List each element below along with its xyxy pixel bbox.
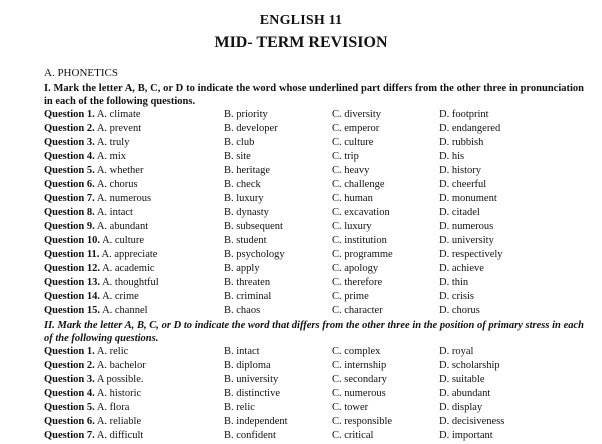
option-b: B. confident <box>224 430 276 441</box>
question-row <box>44 108 594 122</box>
question-number-with-option-a <box>44 220 148 234</box>
option-d: D. rubbish <box>439 137 484 148</box>
option-a: A. truly <box>96 137 130 148</box>
option-c: C. complex <box>332 346 381 357</box>
option-c: C. numerous <box>332 388 386 399</box>
option-b: B. criminal <box>224 291 272 302</box>
question-row <box>44 387 594 401</box>
option-b: B. intact <box>224 346 260 357</box>
question-row <box>44 164 594 178</box>
question-label: Question 12. <box>44 263 101 274</box>
question-row <box>44 136 594 150</box>
question-label: Question 1. <box>44 346 95 357</box>
option-d: D. abundant <box>439 388 491 399</box>
option-a: A. whether <box>96 165 144 176</box>
question-number-with-option-a <box>44 234 144 248</box>
option-c: C. prime <box>332 291 369 302</box>
document-title: ENGLISH 11 <box>259 13 343 28</box>
question-number-with-option-a <box>44 387 141 401</box>
question-number-with-option-a <box>44 345 128 359</box>
option-b: B. student <box>224 235 267 246</box>
option-c: C. luxury <box>332 221 372 232</box>
question-row <box>44 150 594 164</box>
question-row <box>44 262 594 276</box>
question-label: Question 6. <box>44 416 95 427</box>
option-c: C. programme <box>332 249 393 260</box>
option-d: D. history <box>439 165 481 176</box>
question-label: Question 3. <box>44 137 95 148</box>
option-a: A. channel <box>102 305 148 316</box>
question-number-with-option-a <box>44 108 141 122</box>
option-c: C. internship <box>332 360 387 371</box>
question-label: Question 9. <box>44 221 95 232</box>
option-a: A. thoughtful <box>102 277 159 288</box>
option-d: D. royal <box>439 346 474 357</box>
option-c: C. tower <box>332 402 369 413</box>
option-b: B. university <box>224 374 279 385</box>
question-number-with-option-a <box>44 359 146 373</box>
option-d: D. scholarship <box>439 360 500 371</box>
question-number-with-option-a <box>44 262 155 276</box>
option-b: B. chaos <box>224 305 261 316</box>
option-b: B. luxury <box>224 193 264 204</box>
question-number-with-option-a <box>44 178 138 192</box>
option-a: A possible. <box>96 374 144 385</box>
option-b: B. relic <box>224 402 255 413</box>
option-b: B. heritage <box>224 165 271 176</box>
option-a: A. intact <box>96 207 133 218</box>
question-label: Question 4. <box>44 151 95 162</box>
question-number-with-option-a <box>44 248 157 262</box>
option-b: B. club <box>224 137 255 148</box>
question-label: Question 4. <box>44 388 95 399</box>
question-number-with-option-a <box>44 192 151 206</box>
option-d: D. endangered <box>439 123 501 134</box>
question-label: Question 2. <box>44 360 95 371</box>
option-d: D. his <box>439 151 465 162</box>
question-row <box>44 220 594 234</box>
option-a: A. abundant <box>96 221 149 232</box>
question-label: Question 7. <box>44 430 95 441</box>
document-subtitle: MID- TERM REVISION <box>214 34 388 51</box>
question-row <box>44 345 594 359</box>
question-row <box>44 234 594 248</box>
option-c: C. emperor <box>332 123 380 134</box>
option-d: D. university <box>439 235 494 246</box>
option-a: A. chorus <box>96 179 138 190</box>
question-number-with-option-a <box>44 122 141 136</box>
question-label: Question 7. <box>44 193 95 204</box>
option-b: B. dynasty <box>224 207 269 218</box>
question-number-with-option-a <box>44 150 126 164</box>
question-label: Question 8. <box>44 207 95 218</box>
option-d: D. citadel <box>439 207 480 218</box>
question-row <box>44 415 594 429</box>
question-row <box>44 206 594 220</box>
option-b: B. priority <box>224 109 268 120</box>
option-a: A. reliable <box>96 416 142 427</box>
question-row <box>44 276 594 290</box>
question-label: Question 15. <box>44 305 101 316</box>
option-d: D. numerous <box>439 221 494 232</box>
pronunciation-instruction: I. Mark the letter A, B, C, or D to indicate the word whose underlined part differs from the other three in pronunciation in each of the following questions. <box>44 83 584 107</box>
option-b: B. threaten <box>224 277 271 288</box>
question-row <box>44 359 594 373</box>
question-row <box>44 429 594 443</box>
question-label: Question 11. <box>44 249 100 260</box>
option-c: C. character <box>332 305 383 316</box>
option-d: D. achieve <box>439 263 484 274</box>
option-a: A. appreciate <box>101 249 158 260</box>
option-b: B. site <box>224 151 251 162</box>
option-b: B. apply <box>224 263 260 274</box>
option-a: A. academic <box>102 263 155 274</box>
option-d: D. cheerful <box>439 179 487 190</box>
option-a: A. bachelor <box>96 360 146 371</box>
question-label: Question 3. <box>44 374 95 385</box>
option-d: D. thin <box>439 277 469 288</box>
stress-instruction: II. Mark the letter A, B, C, or D to indicate the word that differs from the other three in the position of primary stress in each of the following questions. <box>44 320 584 344</box>
option-b: B. psychology <box>224 249 285 260</box>
option-d: D. display <box>439 402 483 413</box>
option-a: A. historic <box>96 388 142 399</box>
option-b: B. check <box>224 179 261 190</box>
option-c: C. apology <box>332 263 379 274</box>
option-a: A. mix <box>96 151 126 162</box>
option-c: C. responsible <box>332 416 393 427</box>
question-label: Question 2. <box>44 123 95 134</box>
question-label: Question 10. <box>44 235 101 246</box>
option-c: C. therefore <box>332 277 383 288</box>
question-label: Question 14. <box>44 291 101 302</box>
question-label: Question 5. <box>44 402 95 413</box>
option-b: B. developer <box>224 123 278 134</box>
option-a: A. prevent <box>96 123 142 134</box>
option-d: D. decisiveness <box>439 416 505 427</box>
option-c: C. critical <box>332 430 374 441</box>
option-c: C. human <box>332 193 373 204</box>
question-number-with-option-a <box>44 304 148 318</box>
option-d: D. monument <box>439 193 497 204</box>
option-c: C. excavation <box>332 207 390 218</box>
question-label: Question 6. <box>44 179 95 190</box>
option-d: D. chorus <box>439 305 480 316</box>
option-a: A. crime <box>102 291 139 302</box>
option-b: B. diploma <box>224 360 271 371</box>
option-d: D. important <box>439 430 493 441</box>
option-c: C. heavy <box>332 165 370 176</box>
option-a: A. climate <box>96 109 141 120</box>
question-row <box>44 192 594 206</box>
option-b: B. independent <box>224 416 288 427</box>
section-heading: A. PHONETICS <box>44 67 118 79</box>
option-b: B. distinctive <box>224 388 280 399</box>
question-number-with-option-a <box>44 276 159 290</box>
question-number-with-option-a <box>44 136 129 150</box>
option-d: D. crisis <box>439 291 474 302</box>
option-a: A. relic <box>96 346 129 357</box>
question-row <box>44 401 594 415</box>
option-c: C. diversity <box>332 109 381 120</box>
question-number-with-option-a <box>44 373 143 387</box>
option-c: C. challenge <box>332 179 385 190</box>
option-d: D. footprint <box>439 109 489 120</box>
question-number-with-option-a <box>44 290 139 304</box>
option-d: D. suitable <box>439 374 485 385</box>
option-d: D. respectively <box>439 249 503 260</box>
option-c: C. institution <box>332 235 387 246</box>
option-c: C. secondary <box>332 374 387 385</box>
option-a: A. flora <box>96 402 130 413</box>
question-number-with-option-a <box>44 415 141 429</box>
question-number-with-option-a <box>44 164 143 178</box>
question-row <box>44 304 594 318</box>
question-row <box>44 290 594 304</box>
question-row <box>44 248 594 262</box>
question-number-with-option-a <box>44 429 143 443</box>
option-a: A. difficult <box>96 430 144 441</box>
question-row <box>44 178 594 192</box>
option-a: A. numerous <box>96 193 152 204</box>
option-c: C. culture <box>332 137 374 148</box>
question-row <box>44 373 594 387</box>
question-number-with-option-a <box>44 401 129 415</box>
question-label: Question 1. <box>44 109 95 120</box>
option-c: C. trip <box>332 151 359 162</box>
question-row <box>44 122 594 136</box>
question-number-with-option-a <box>44 206 133 220</box>
option-b: B. subsequent <box>224 221 283 232</box>
option-a: A. culture <box>102 235 145 246</box>
question-label: Question 5. <box>44 165 95 176</box>
question-label: Question 13. <box>44 277 101 288</box>
